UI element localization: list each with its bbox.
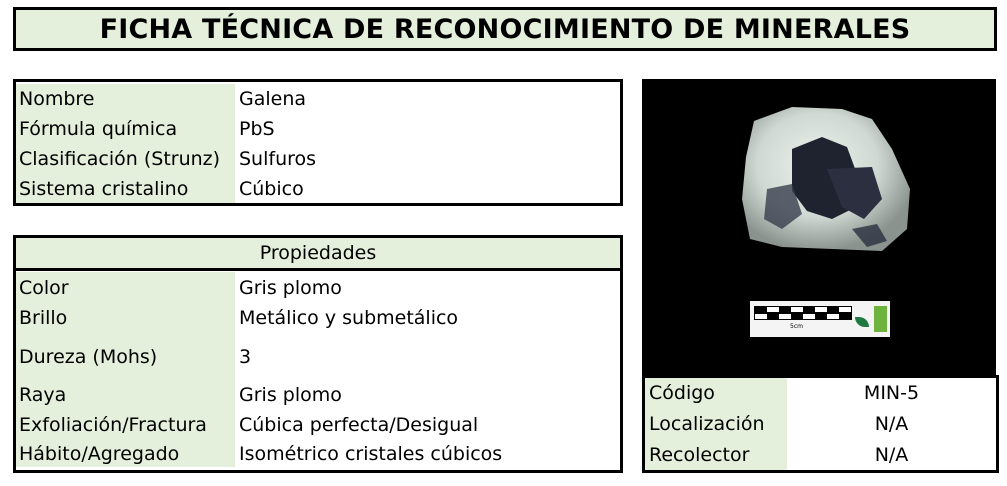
property-label: Brillo (16, 303, 235, 333)
property-value: 3 (239, 345, 252, 368)
scale-bar (750, 301, 890, 337)
property-value: Gris plomo (239, 384, 342, 406)
specimen-label: Código (645, 378, 787, 408)
info-row-name (16, 84, 620, 114)
properties-header: Propiedades (16, 238, 620, 271)
property-row-habit (16, 440, 620, 467)
info-value: Cúbico (239, 177, 304, 200)
property-value: Isométrico cristales cúbicos (239, 442, 503, 465)
scale-bar-label: 5cm (790, 323, 803, 330)
specimen-value: N/A (874, 443, 909, 466)
specimen-row-location (645, 408, 996, 439)
property-row-luster (16, 303, 620, 333)
specimen-photo (642, 79, 996, 377)
property-row-streak (16, 380, 620, 410)
property-label: Exfoliación/Fractura (16, 410, 235, 440)
page-title: FICHA TÉCNICA DE RECONOCIMIENTO DE MINERALES (13, 7, 997, 51)
properties-table (13, 235, 623, 473)
info-label: Sistema cristalino (16, 174, 235, 203)
property-label: Dureza (Mohs) (16, 333, 235, 380)
property-row-hardness (16, 333, 620, 380)
specimen-value: N/A (874, 412, 909, 435)
specimen-label: Recolector (645, 439, 787, 470)
info-row-formula (16, 114, 620, 144)
property-value: Cúbica perfecta/Desigual (239, 414, 479, 436)
specimen-table (642, 375, 999, 473)
property-label: Hábito/Agregado (16, 440, 235, 467)
info-label: Fórmula química (16, 114, 235, 144)
leaf-logo-icon (855, 317, 869, 327)
info-row-system (16, 174, 620, 203)
property-label: Color (16, 272, 235, 303)
specimen-label: Localización (645, 408, 787, 439)
scale-bar-stripe (754, 313, 852, 320)
info-table (13, 79, 623, 206)
property-value: Gris plomo (239, 276, 342, 299)
specimen-value: MIN-5 (863, 382, 920, 404)
info-row-classification (16, 144, 620, 174)
property-row-cleavage (16, 410, 620, 440)
info-label: Clasificación (Strunz) (16, 144, 235, 174)
info-value: PbS (239, 118, 275, 140)
green-logo-icon (874, 306, 887, 332)
info-value: Sulfuros (239, 148, 317, 170)
specimen-row-collector (645, 439, 996, 470)
info-value: Galena (239, 88, 307, 110)
scale-bar-stripe (754, 306, 852, 313)
property-row-color (16, 272, 620, 303)
property-label: Raya (16, 380, 235, 410)
property-value: Metálico y submetálico (239, 307, 459, 329)
info-label: Nombre (16, 84, 235, 114)
specimen-row-code (645, 378, 996, 408)
